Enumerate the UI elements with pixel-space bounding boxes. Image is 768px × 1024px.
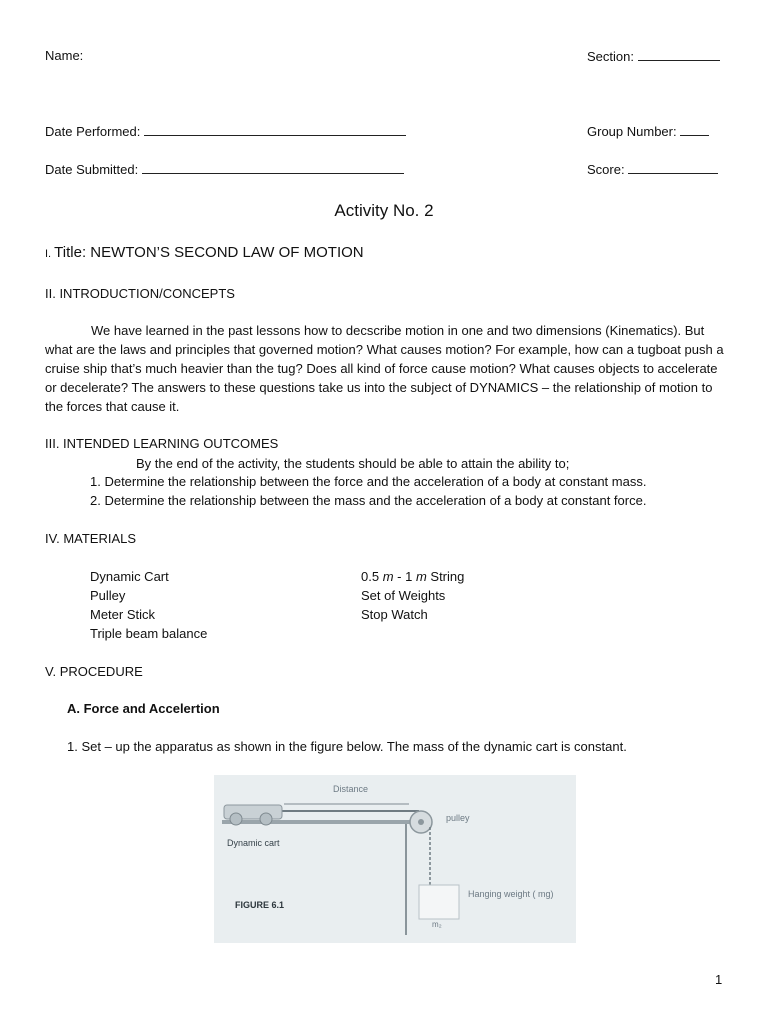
score-field: [587, 161, 718, 177]
section-1-prefix: I.: [45, 248, 55, 260]
section-3-heading: III. INTENDED LEARNING OUTCOMES: [45, 436, 279, 451]
material-set-of-weights: Set of Weights: [361, 588, 446, 603]
group-number-field: [587, 123, 709, 139]
string-unit-1: m: [382, 569, 394, 584]
string-unit-2: m: [415, 569, 427, 584]
outcome-item-2: 2. Determine the relationship between the mass and the acceleration of a body at constant force.: [90, 493, 647, 508]
figure-weight-label: Hanging weight ( mg): [468, 889, 554, 899]
name-field: [45, 48, 83, 63]
section-1-title-text: Title: NEWTON’S SECOND LAW OF MOTION: [54, 244, 364, 261]
figure-distance-label: Distance: [333, 784, 369, 794]
material-string: [361, 569, 464, 584]
score-label: Score:: [587, 162, 625, 177]
section-blank: [638, 48, 720, 61]
material-pulley: Pulley: [90, 588, 126, 603]
page-number: 1: [715, 972, 723, 987]
activity-title: Activity No. 2: [334, 201, 434, 220]
section-field: [587, 48, 720, 64]
date-performed-blank: [144, 123, 406, 136]
string-part-a: 0.5: [361, 569, 383, 584]
figure-pulley-label: pulley: [446, 813, 470, 823]
date-performed-label: Date Performed:: [45, 124, 141, 139]
date-performed-field: [45, 123, 406, 139]
figure-cart-label: Dynamic cart: [227, 838, 280, 848]
date-submitted-field: [45, 161, 404, 177]
figure-apparatus: [214, 775, 576, 943]
name-label: Name:: [45, 48, 84, 63]
figure-caption: FIGURE 6.1: [235, 900, 285, 910]
score-blank: [628, 161, 718, 174]
introduction-paragraph: We have learned in the past lessons how to decscribe motion in one and two dimensions (Kinematics). But what are the laws and principles that governed motion? What causes motion? For example, how can a tugboat push a cruise ship that’s much heavier than the tug? Does all kind of force cause motion? What causes objects to accelerate or decelerate? The answers to these questions take us into the subject of DYNAMICS – the relationship of motion to the forces that cause it.: [45, 323, 724, 414]
material-dynamic-cart: Dynamic Cart: [90, 569, 169, 584]
table-top: [222, 820, 422, 824]
apparatus-drawing: [214, 775, 576, 943]
string-part-b: - 1: [393, 569, 416, 584]
cart-wheel-left: [230, 813, 242, 825]
section-2-heading: II. INTRODUCTION/CONCEPTS: [45, 286, 235, 301]
outcomes-intro: By the end of the activity, the students should be able to attain the ability to;: [136, 456, 570, 471]
procedure-step-1: 1. Set – up the apparatus as shown in the figure below. The mass of the dynamic cart is constant.: [67, 739, 627, 754]
procedure-subheading: A. Force and Accelertion: [67, 701, 220, 716]
material-triple-beam-balance: Triple beam balance: [90, 626, 208, 641]
material-stop-watch: Stop Watch: [361, 607, 428, 622]
section-4-heading: IV. MATERIALS: [45, 531, 137, 546]
date-submitted-label: Date Submitted:: [45, 162, 139, 177]
section-label: Section:: [587, 49, 634, 64]
section-1-title: [45, 244, 364, 261]
group-number-label: Group Number:: [587, 124, 677, 139]
date-submitted-blank: [142, 161, 404, 174]
hanging-weight: [419, 885, 459, 919]
cart-wheel-right: [260, 813, 272, 825]
outcome-item-1: 1. Determine the relationship between the force and the acceleration of a body at constant mass.: [90, 474, 647, 489]
group-number-blank: [680, 123, 709, 136]
string-part-c: String: [426, 569, 465, 584]
section-5-heading: V. PROCEDURE: [45, 664, 143, 679]
figure-mass-label: m₂: [432, 920, 442, 929]
pulley-axle: [418, 819, 424, 825]
material-meter-stick: Meter Stick: [90, 607, 156, 622]
